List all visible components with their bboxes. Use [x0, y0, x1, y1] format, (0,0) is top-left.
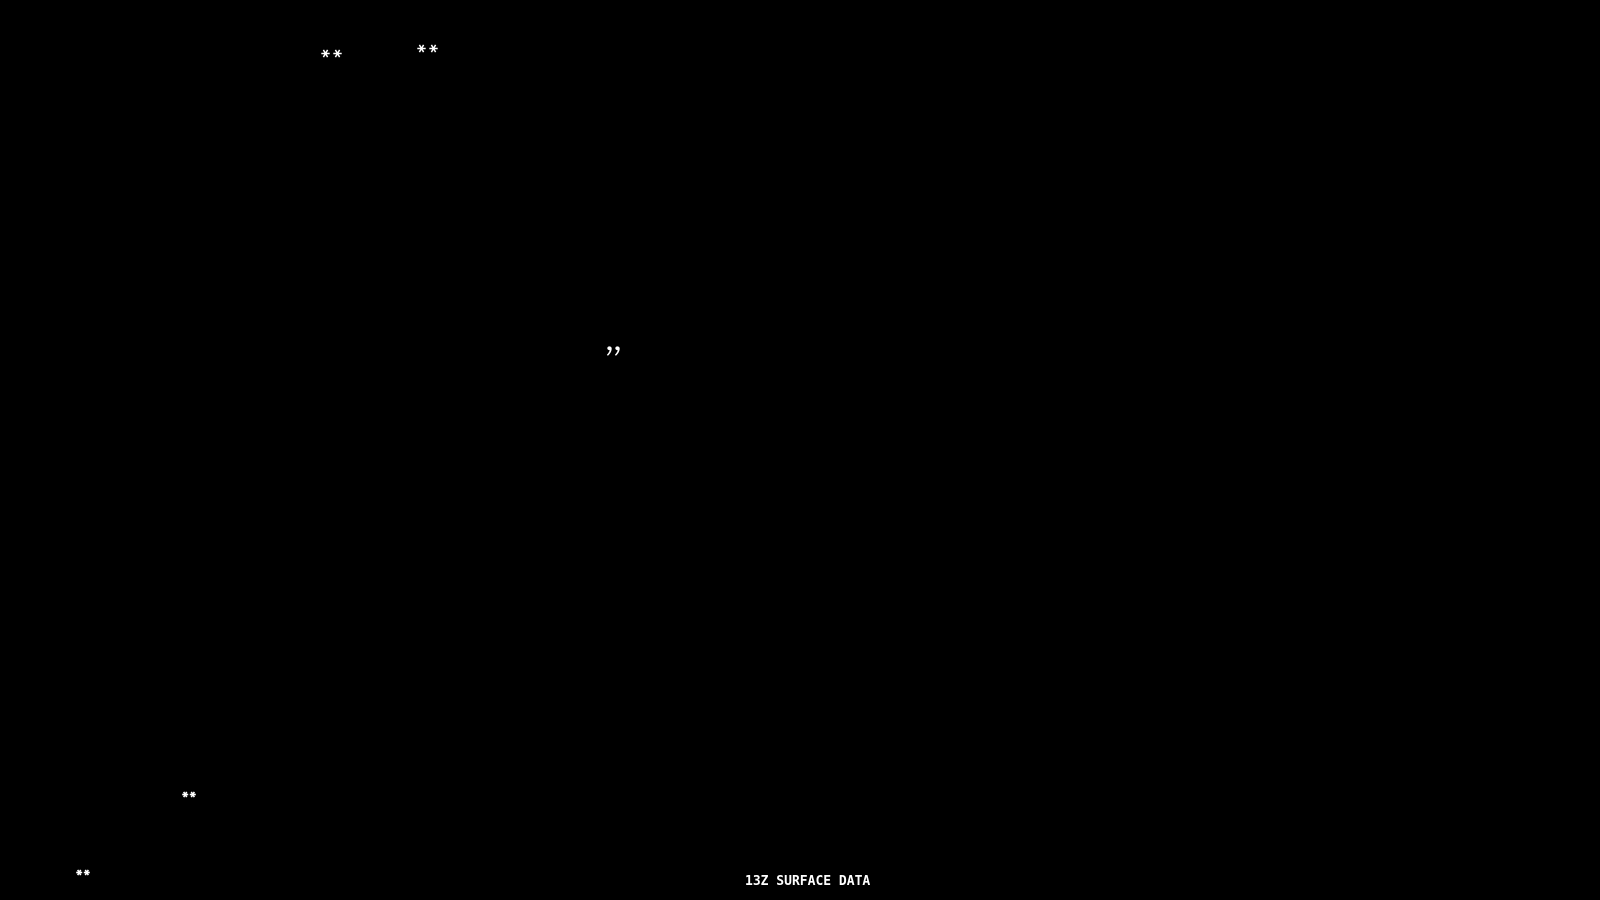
drizzle-icon	[606, 346, 621, 358]
snow-icon	[76, 869, 90, 876]
snow-icon	[321, 49, 342, 58]
snow-icon	[182, 791, 196, 798]
map-time-label: 13Z SURFACE DATA	[745, 874, 871, 889]
snow-icon	[417, 44, 438, 53]
